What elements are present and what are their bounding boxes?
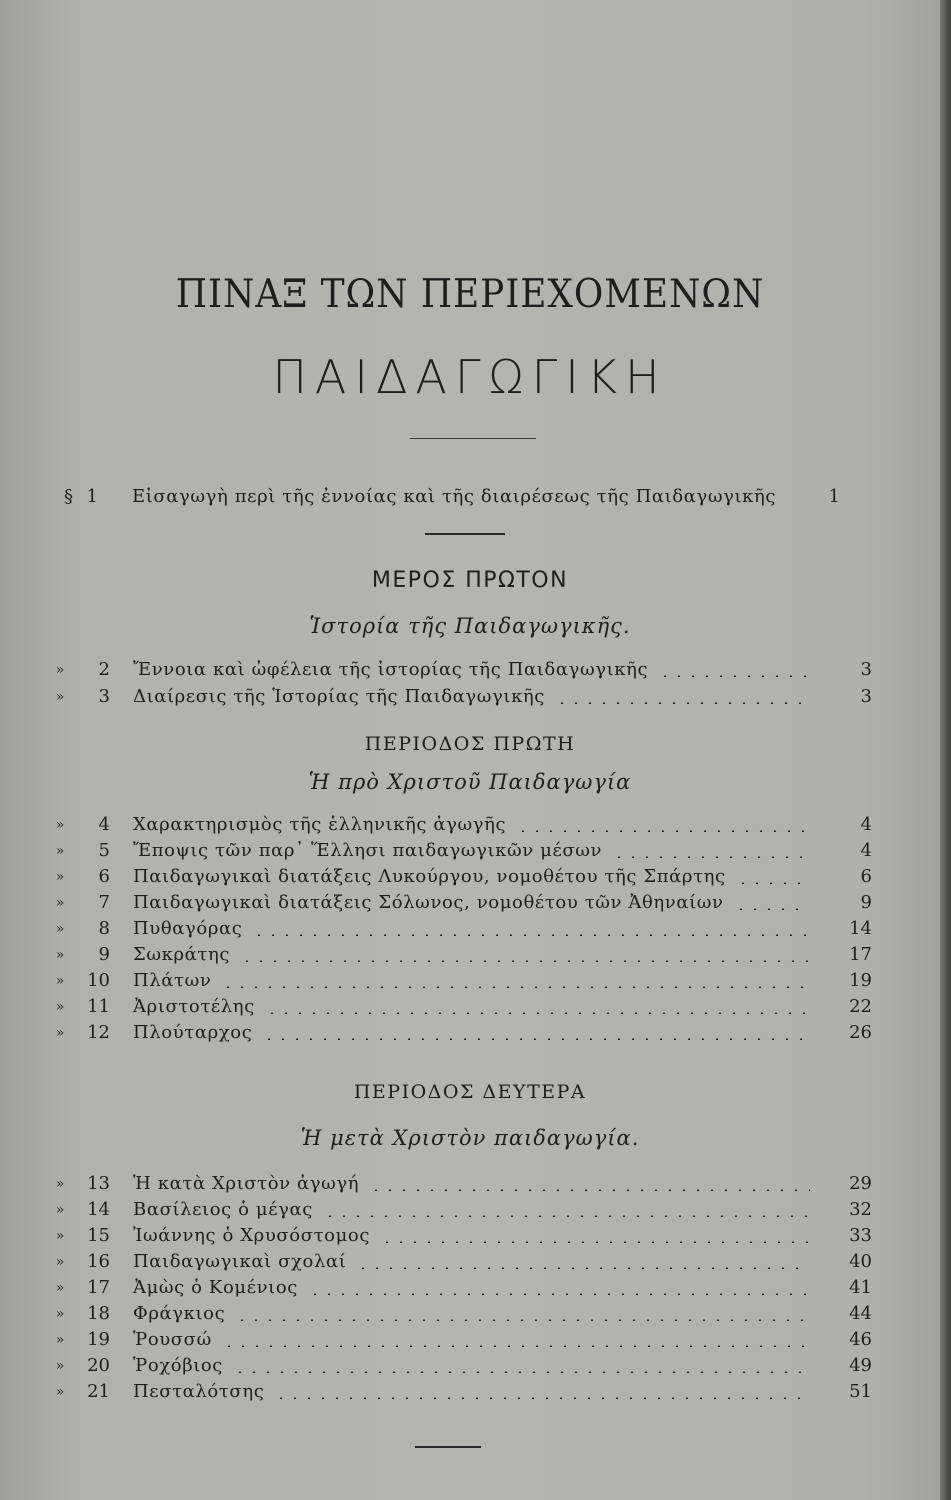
period-subheading: Ἡ μετὰ Χριστὸν παιδαγωγία. [300,1126,640,1150]
toc-entry [0,813,940,837]
entry-text: Ἀριστοτέλης [133,996,255,1017]
toc-entry [0,891,940,915]
ditto-mark: » [55,689,65,705]
entry-page: 19 [849,970,872,991]
entry-text: Παιδαγωγικαὶ διατάξεις Λυκούργου, νομοθέτου τῆς Σπάρτης [133,866,726,887]
dot-leader [262,1038,810,1040]
ditto-mark: » [55,921,65,937]
entry-number: 18 [87,1303,110,1324]
ditto-mark: » [55,999,65,1015]
entry-page: 17 [849,944,872,965]
entry-number: 19 [87,1329,110,1350]
dot-leader [516,830,810,832]
ditto-mark: » [55,1280,65,1296]
entry-number: 15 [87,1225,110,1246]
entry-text: Εἰσαγωγὴ περὶ τῆς ἐννοίας καὶ τῆς διαιρέσεως τῆς Παιδαγωγικῆς [132,486,777,507]
entry-number: 7 [98,892,110,913]
toc-entry-intro [0,485,940,509]
entry-text: Παιδαγωγικαὶ σχολαί [133,1251,347,1272]
toc-entry [0,1380,940,1404]
entry-number: 16 [87,1251,110,1272]
dot-leader [734,908,810,910]
part-heading: ΜΕΡΟΣ ΠΡΩΤΟΝ [371,568,569,593]
toc-entry [0,1276,940,1300]
dot-leader [736,882,810,884]
entry-text: Φράγκιος [133,1303,226,1324]
entry-page: 46 [849,1329,872,1350]
section-mark: § [64,486,73,507]
toc-entry [0,1328,940,1352]
dot-leader [308,1293,810,1295]
entry-text: Παιδαγωγικαὶ διατάξεις Σόλωνος, νομοθέτου τῶν Ἀθηναίων [133,892,724,913]
entry-page: 41 [849,1277,872,1298]
entry-number: 2 [98,659,110,680]
ditto-mark: » [55,1228,65,1244]
entry-text: Πλούταρχος [133,1022,253,1043]
toc-entry [0,865,940,889]
ditto-mark: » [55,947,65,963]
dot-leader [233,1371,810,1373]
toc-entry [0,1021,940,1045]
ditto-mark: » [55,1384,65,1400]
entry-number: 10 [87,970,110,991]
entry-number: 14 [87,1199,110,1220]
part-subheading: Ἱστορία τῆς Παιδαγωγικῆς. [309,614,631,638]
page-title: ΠΙΝΑΞ ΤΩΝ ΠΕΡΙΕΧΟΜΕΝΩΝ [175,272,765,317]
entry-number: 8 [98,918,110,939]
entry-page: 44 [849,1303,872,1324]
entry-page: 6 [860,866,872,887]
entry-text: Βασίλειος ὁ μέγας [133,1199,313,1220]
entry-text: Ῥοχόβιος [133,1355,223,1376]
entry-text: Πεσταλότσης [133,1381,265,1402]
entry-number: 21 [87,1381,110,1402]
dot-leader [252,934,810,936]
entry-number: 12 [87,1022,110,1043]
entry-number: 17 [87,1277,110,1298]
book-subject: ΠΑΙΔΑΓΩΓΙΚΗ [272,350,668,404]
entry-text: Πλάτων [133,970,212,991]
period-heading: ΠΕΡΙΟΔΟΣ ΔΕΥΤΕΡΑ [353,1081,587,1103]
dot-leader [380,1241,810,1243]
ditto-mark: » [55,662,65,678]
entry-page: 51 [849,1381,872,1402]
dot-leader [323,1215,810,1217]
entry-number: 13 [87,1173,110,1194]
divider [425,533,505,535]
entry-text: Ἔννοια καὶ ὠφέλεια τῆς ἱστορίας τῆς Παιδαγωγικῆς [133,659,649,680]
entry-page: 4 [860,840,872,861]
ditto-mark: » [55,1306,65,1322]
toc-entry [0,1224,940,1248]
ditto-mark: » [55,895,65,911]
entry-number: 20 [87,1355,110,1376]
entry-number: 11 [87,996,110,1017]
entry-text: Ἀμὼς ὁ Κομένιος [133,1277,298,1298]
dot-leader [612,856,810,858]
ditto-mark: » [55,1202,65,1218]
entry-number: 5 [98,840,110,861]
dot-leader [240,960,810,962]
page-edge [940,0,951,1500]
entry-number: 9 [98,944,110,965]
entry-page: 22 [849,996,872,1017]
ditto-mark: » [55,1358,65,1374]
entry-page: 3 [860,659,872,680]
ditto-mark: » [55,869,65,885]
toc-entry [0,1250,940,1274]
entry-page: 9 [860,892,872,913]
entry-page: 4 [860,814,872,835]
end-rule [415,1446,481,1448]
entry-text: Σωκράτης [133,944,231,965]
entry-number: 4 [98,814,110,835]
dot-leader [356,1267,810,1269]
dot-leader [555,702,810,704]
dot-leader [235,1319,810,1321]
ditto-mark: » [55,1332,65,1348]
toc-entry [0,658,940,682]
dot-leader [222,1345,810,1347]
entry-text: Ῥουσσώ [133,1329,212,1350]
divider [410,438,536,439]
toc-entry [0,685,940,709]
dot-leader [369,1189,810,1191]
toc-entry [0,1302,940,1326]
entry-page: 29 [849,1173,872,1194]
toc-entry [0,1198,940,1222]
dot-leader [274,1397,810,1399]
ditto-mark: » [55,817,65,833]
entry-page: 1 [828,486,840,507]
dot-leader [265,1012,810,1014]
entry-text: Πυθαγόρας [133,918,243,939]
entry-number: 6 [98,866,110,887]
ditto-mark: » [55,973,65,989]
entry-text: Χαρακτηρισμὸς τῆς ἑλληνικῆς ἀγωγῆς [133,814,507,835]
ditto-mark: » [55,1254,65,1270]
entry-number: 1 [86,486,98,507]
toc-entry [0,839,940,863]
ditto-mark: » [55,1176,65,1192]
dot-leader [658,675,810,677]
toc-entry [0,1354,940,1378]
entry-page: 40 [849,1251,872,1272]
dot-leader [221,986,810,988]
toc-entry [0,943,940,967]
entry-text: Ἔποψις τῶν παρ᾽ Ἕλλησι παιδαγωγικῶν μέσων [133,840,603,861]
entry-page: 3 [860,686,872,707]
entry-page: 49 [849,1355,872,1376]
toc-entry [0,917,940,941]
entry-page: 32 [849,1199,872,1220]
entry-number: 3 [98,686,110,707]
entry-text: Ἰωάννης ὁ Χρυσόστομος [133,1225,371,1246]
entry-text: Διαίρεσις τῆς Ἱστορίας τῆς Παιδαγωγικῆς [133,686,545,707]
ditto-mark: » [55,843,65,859]
ditto-mark: » [55,1025,65,1041]
toc-entry [0,995,940,1019]
entry-text: Ἡ κατὰ Χριστὸν ἀγωγή [133,1173,360,1194]
period-heading: ΠΕΡΙΟΔΟΣ ΠΡΩΤΗ [364,733,576,755]
entry-page: 33 [849,1225,872,1246]
period-subheading: Ἡ πρὸ Χριστοῦ Παιδαγωγία [308,770,632,794]
entry-page: 26 [849,1022,872,1043]
toc-entry [0,969,940,993]
toc-entry [0,1172,940,1196]
entry-page: 14 [849,918,872,939]
